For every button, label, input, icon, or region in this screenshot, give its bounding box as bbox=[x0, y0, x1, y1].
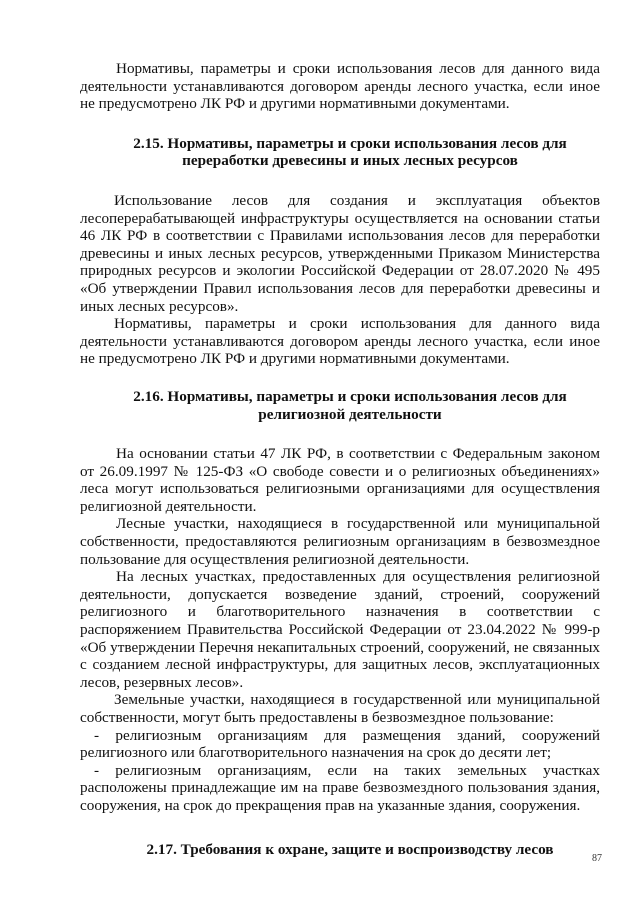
section-2-16-paragraph-1: На основании статьи 47 ЛК РФ, в соответствии с Федеральным законом от 26.09.1997 № 125-ФЗ «О свободе совести и о религиозных объединениях» леса могут использоваться религиозными организациями для осуществления религиозной деятельности. bbox=[80, 445, 600, 515]
page-number: 87 bbox=[592, 853, 602, 864]
section-2-16-paragraph-4: Земельные участки, находящиеся в государственной или муниципальной собственности, могут быть предоставлены в безвозмездное пользование: bbox=[80, 691, 600, 726]
section-heading-2-17: 2.17. Требования к охране, защите и воспроизводству лесов bbox=[146, 840, 554, 858]
section-heading-2-16: 2.16. Нормативы, параметры и сроки использования лесов для религиозной деятельности bbox=[133, 387, 567, 423]
section-2-16-paragraph-2: Лесные участки, находящиеся в государственной или муниципальной собственности, предоставляются религиозным организациям в безвозмездное пользование для осуществления религиозной деятельности. bbox=[80, 515, 600, 568]
intro-paragraph: Нормативы, параметры и сроки использования лесов для данного вида деятельности устанавливаются договором аренды лесного участка, если иное не предусмотрено ЛК РФ и другими нормативными документами. bbox=[80, 60, 600, 113]
section-2-16-paragraph-3: На лесных участках, предоставленных для осуществления религиозной деятельности, допускается возведение зданий, строений, сооружений религиозного и благотворительного назначения в соответствии с распоряжением Правительства Российской Федерации от 23.04.2022 № 999-р «Об утверждении Перечня некапитальных строений, сооружений, не связанных с созданием лесной инфраструктуры, для защитных лесов, эксплуатационных лесов, резервных лесов». bbox=[80, 568, 600, 691]
section-2-15-paragraph-2: Нормативы, параметры и сроки использования для данного вида деятельности устанавливаются договором аренды лесного участка, если иное не предусмотрено ЛК РФ и другими нормативными документами. bbox=[80, 315, 600, 368]
page-content bbox=[80, 60, 600, 858]
section-2-16-list-item-1: - религиозным организациям для размещения зданий, сооружений религиозного или благотворительного назначения на срок до десяти лет; bbox=[80, 726, 600, 762]
section-2-16-list-item-2: - религиозным организациям, если на таких земельных участках расположены принадлежащие им на праве безвозмездного пользования здания, сооружения, на срок до прекращения прав на указанные здания, сооружения. bbox=[80, 761, 600, 814]
section-2-15-paragraph-1: Использование лесов для создания и эксплуатация объектов лесоперерабатывающей инфраструктуры осуществляется на основании статьи 46 ЛК РФ в соответствии с Правилами использования лесов для переработки древесины и иных лесных ресурсов, утвержденными Приказом Министерства природных ресурсов и экологии Российской Федерации от 28.07.2020 № 495 «Об утверждении Правил использования лесов для переработки древесины и иных лесных ресурсов». bbox=[80, 191, 600, 315]
section-heading-2-15: 2.15. Нормативы, параметры и сроки использования лесов для переработки древесины и иных лесных ресурсов bbox=[133, 134, 567, 170]
